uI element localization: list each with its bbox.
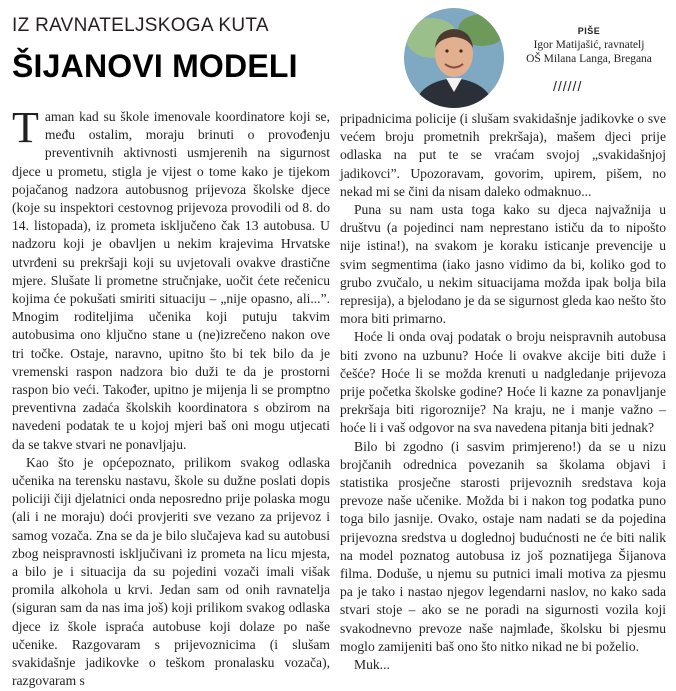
article-title: ŠIJANOVI MODELI	[12, 48, 298, 84]
section-kicker: IZ RAVNATELJSKOGA KUTA	[12, 15, 269, 36]
article-paragraph: pripadnicima policije (i slušam svakidašnje jadikovke o sve većem broju prometnih prekršaja), mašem djeci prije odlaska na put te se vraćam svojoj „svakidašnjoj jadikovci”. Upozoravam, govorim, upirem, pišem, no nekad mi se čini da nisam daleko odmaknuo...	[340, 111, 666, 199]
article-paragraph: Taman kad su škole imenovale koordinatore koji se, među ostalim, moraju brinuti o provođenju preventivnih aktivnosti usmjerenih na sigurnost djece u prometu, stigla je vijest o tome kako je tijekom pojačanog nadzora autobusnog prijevoza školske djece (koje su inspektori cestovnog prijevoza provodili od 8. do 14. listopada), iz prometa isključeno čak 13 autobusa. U nadzoru koji je obavljen u nekim krajevima Hrvatske utvrđeni su prekršaji koji su uvjetovali ovakve drastične mjere. Slušate li prometne stručnjake, uočit ćete rečenicu kojima će pokušati smiriti situaciju – „nije opasno, ali...”. Mnogim roditeljima učenika koji putuju takvim autobusima ono ključno stane u (ne)izrečeno nakon ove tri točke. Ostaje, naravno, upitno što bi tek bilo da je vremenski raspon nadzora bio duži te da je prostorni raspon bio veći. Također, upitno je mijenja li se promptno preventivna zadaća školskih koordinatora s obzirom na navedeni podatak te u kojoj mjeri baš oni mogu utjecati da se takve stvari ne ponavljaju.	[12, 103, 330, 452]
article-paragraph: Puna su nam usta toga kako su djeca najvažnija u društvu (a pojedinci nam neprestano ističu da to nipošto nije istina!), na svakom je koraku isticanje prevencije u svim segmentima (iako jasno vidimo da bi, koliko god to grubo zvučalo, u nekim situacijama možda ipak bolja bila represija), a bjelodano je da se sigurnost gleda kao nešto što mora biti primarno.	[340, 202, 666, 327]
article-column-left	[12, 103, 330, 691]
article-column-right	[340, 110, 666, 674]
drop-cap: T	[12, 103, 39, 152]
byline-label: PIŠE	[577, 26, 601, 36]
decorative-slashes: //////	[553, 78, 583, 94]
article-paragraph: Hoće li onda ovaj podatak o broju neispravnih autobusa biti zvono na uzbunu? Hoće li ovakve akcije biti duže i češće? Hoće li se možda krenuti u nadgledanje prijevoza prije početka školske godine? Hoće li kazne za ponavljanje prekršaja biti rigoroznije? Na kraju, ne i manje važno – hoće li i vaš odgovor na sva navedena pitanja biti jednak?	[340, 329, 666, 436]
article-paragraph: Muk...	[354, 657, 390, 673]
article-paragraph: Kao što je općepoznato, prilikom svakog odlaska učenika na terensku nastavu, škole su dužne poslati dopis policiji čiji djelatnici onda neposredno prije polaska mogu (ali i ne moraju) doći provjeriti sve vezano za prijevoz i samog vozača. Zna se da je bilo slučajeva kad su autobusi zbog neispravnosti isključivani iz prometa na licu mjesta, a bilo je i situacija da su pojedini vozači imali višak promila alkohola u krvi. Jedan sam od onih ravnatelja (siguran sam da nas ima još) koji prilikom svakog odlaska djece iz škole ispraća autobuse koji dolaze po naše učenike. Razgovaram s prijevoznicima (i slušam svakidašnje jadikovke o teškom pronalasku vozača), razgovaram s	[12, 454, 330, 689]
author-school: OŠ Milana Langa, Bregana	[526, 53, 652, 65]
article-paragraph: Bilo bi zgodno (i sasvim primjereno!) da se u nizu brojčanih odrednica povezanih sa školama objavi i statistika prosječne starosti prijevoznih sredstava koja prevoze naše učenike. Možda bi i nakon tog podatka puno toga bilo jasnije. Ovako, ostaje nam nadati se da pojedina prijevozna sredstva u doglednoj budućnosti ne će biti nalik na model poznatog autobusa iz još poznatijega Šijanova filma. Doduše, u njemu su putnici imali motiva za pjesmu pa je tako i nastao njegov legendarni naslov, no kako sada stvari stoje – ako se ne poradi na sigurnosti vozila koji svakodnevno prevoze naše najmlađe, školsku bi pjesmu moglo zamijeniti baš ono što nitko nikad ne bi poželio.	[340, 438, 666, 654]
author-name: Igor Matijašić, ravnatelj	[533, 39, 645, 51]
author-byline	[510, 24, 668, 66]
author-photo	[404, 8, 504, 108]
